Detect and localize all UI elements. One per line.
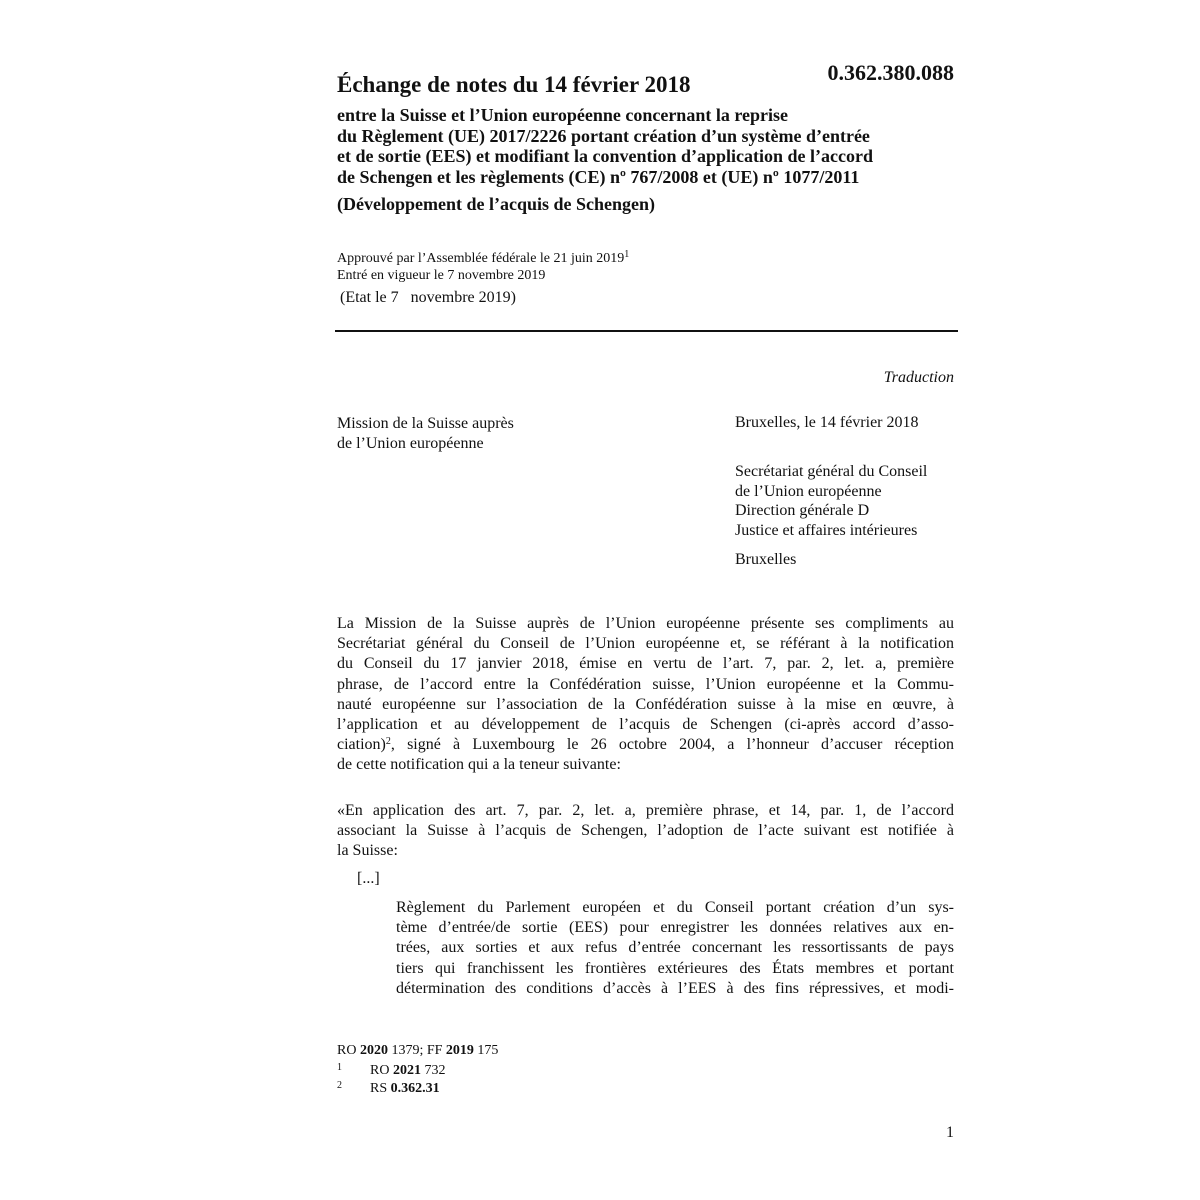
- text-line: associant la Suisse à l’acquis de Schengen, l’adoption de l’acte suivant est notifiée à: [337, 822, 954, 840]
- footnote-bold: 0.362.31: [390, 1081, 440, 1096]
- ro-page: 1379; FF: [391, 1043, 443, 1058]
- footnote: [337, 1080, 440, 1097]
- text-line: Secrétariat général du Conseil de l’Union européenne et, se référant à la notification: [337, 635, 954, 653]
- text-line: tème d’entrée/de sortie (EES) pour enregistrer les données relatives aux en-: [396, 919, 954, 937]
- approved-line: [337, 250, 629, 267]
- text-line: phrase, de l’accord entre la Confédération suisse, l’Union européenne et la Commu-: [337, 675, 954, 693]
- footnote-bold: 2021: [392, 1063, 421, 1078]
- recipient-line: Direction générale D: [735, 502, 870, 519]
- paragraph-notification: [337, 801, 954, 862]
- text-segment: ciation): [337, 736, 386, 754]
- footnote-ref[interactable]: 1: [624, 249, 630, 260]
- footnote-prefix: RO: [370, 1063, 390, 1078]
- footnote-number: 1: [337, 1062, 342, 1073]
- translation-label: Traduction: [883, 369, 954, 386]
- recipient-address: [735, 462, 927, 540]
- footnote-ref[interactable]: 2: [385, 736, 391, 748]
- subtitle-line: entre la Suisse et l’Union européenne concernant la reprise: [337, 105, 788, 125]
- sender-line: de l’Union européenne: [337, 435, 484, 452]
- regulation-quote: [396, 898, 954, 999]
- document-title: Échange de notes du 14 février 2018: [337, 72, 691, 97]
- text-line: la Suisse:: [337, 842, 398, 860]
- recipient-line: Justice et affaires intérieures: [735, 521, 918, 539]
- text-line: nauté européenne sur l’association de la Confédération suisse à la mise en œuvre, à: [337, 695, 954, 713]
- recipient-city: Bruxelles: [735, 551, 797, 568]
- place-date: Bruxelles, le 14 février 2018: [735, 414, 919, 431]
- text-line: La Mission de la Suisse auprès de l’Union européenne présente ses compliments au: [337, 615, 954, 632]
- source-reference: [337, 1043, 498, 1059]
- subtitle-line: et de sortie (EES) et modifiant la convention d’application de l’accord: [337, 146, 873, 166]
- omission-marker: [...]: [357, 870, 380, 887]
- document-subtitle: [337, 105, 957, 187]
- systematic-number: 0.362.380.088: [827, 60, 954, 85]
- recipient-line: Secrétariat général du Conseil: [735, 463, 928, 480]
- footnote-prefix: RS: [370, 1081, 388, 1096]
- sender-address: [337, 414, 514, 454]
- recipient-line: de l’Union européenne: [735, 482, 882, 500]
- text-segment: , signé à Luxembourg le 26 octobre 2004, a l’honneur d’accuser réception: [390, 736, 954, 754]
- text-line: «En application des art. 7, par. 2, let. a, première phrase, et 14, par. 1, de l’accord: [337, 802, 954, 819]
- in-force-line: Entré en vigueur le 7 novembre 2019: [337, 268, 546, 283]
- text-line: [337, 735, 954, 755]
- ff-year: 2019: [445, 1043, 474, 1058]
- subtitle-line: du Règlement (UE) 2017/2226 portant création d’un système d’entrée: [337, 125, 870, 146]
- footnote-suffix: 732: [424, 1063, 446, 1078]
- footnote-number: 2: [337, 1080, 342, 1091]
- separator-rule: [335, 330, 958, 332]
- text-line: tiers qui franchissent les frontières extérieures des États membres et portant: [396, 959, 954, 977]
- text-line: du Conseil du 17 janvier 2018, émise en vertu de l’art. 7, par. 2, let. a, première: [337, 655, 954, 673]
- text-line: trées, aux sorties et aux refus d’entrée concernant les ressortissants de pays: [396, 939, 954, 957]
- approval-meta: [337, 250, 629, 284]
- subtitle-line: de Schengen et les règlements (CE) nº 767/2008 et (UE) nº 1077/2011: [337, 166, 860, 187]
- ro-year: 2020: [359, 1043, 388, 1058]
- footnote: [337, 1062, 445, 1079]
- text-line: détermination des conditions d’accès à l’EES à des fins répressives, et modi-: [396, 979, 954, 997]
- status-date: (Etat le 7 novembre 2019): [340, 289, 516, 306]
- development-note: (Développement de l’acquis de Schengen): [337, 194, 655, 214]
- text-line: Règlement du Parlement européen et du Conseil portant création d’un sys-: [396, 899, 954, 916]
- sender-line: Mission de la Suisse auprès: [337, 415, 514, 432]
- text-line: l’application et au développement de l’acquis de Schengen (ci-après accord d’asso-: [337, 715, 954, 733]
- page-number: 1: [946, 1124, 954, 1141]
- ff-page: 175: [477, 1043, 499, 1058]
- ro-label: RO: [337, 1043, 357, 1058]
- text-line: de cette notification qui a la teneur suivante:: [337, 756, 621, 774]
- paragraph-intro: [337, 614, 954, 776]
- approved-text: Approuvé par l’Assemblée fédérale le 21 juin 2019: [337, 251, 625, 266]
